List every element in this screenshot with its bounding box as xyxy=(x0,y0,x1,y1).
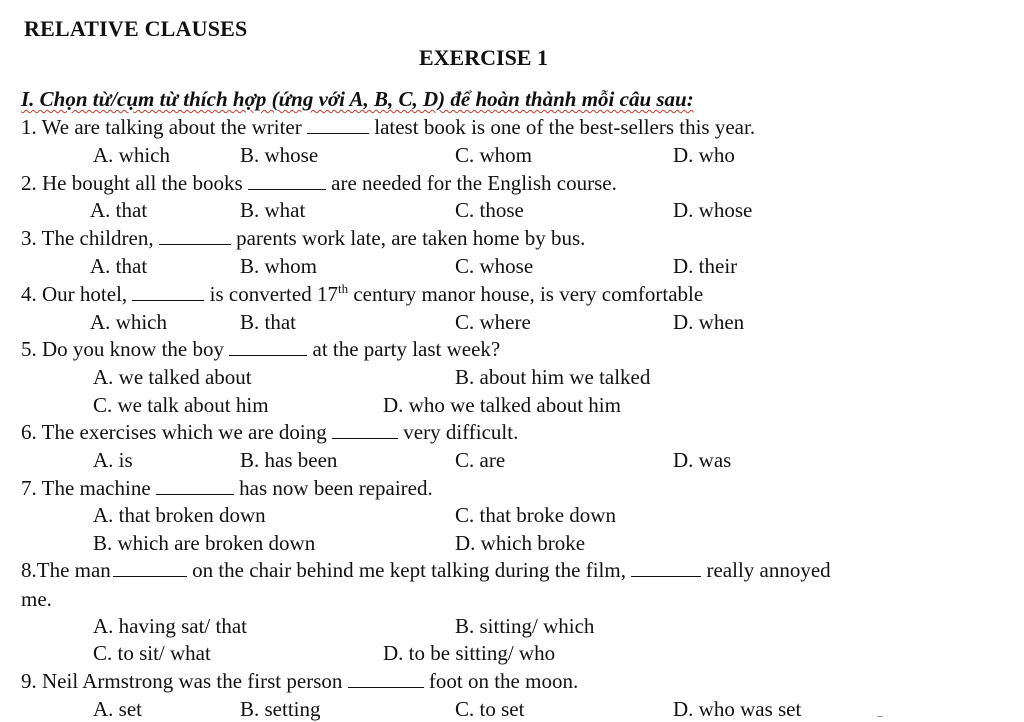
option-c: C. those xyxy=(455,198,524,222)
option-b: B. what xyxy=(240,198,306,222)
question-number: 5. xyxy=(21,337,37,361)
question-3 xyxy=(21,226,585,250)
answer-blank xyxy=(307,115,369,134)
question-stem: We are talking about the writer xyxy=(41,115,302,139)
option-c: C. we talk about him xyxy=(93,393,269,417)
option-d: D. was xyxy=(673,448,732,472)
question-stem: on the chair behind me kept talking during the film, xyxy=(192,558,626,582)
option-a: A. that broken down xyxy=(93,503,266,527)
answer-blank xyxy=(229,337,307,356)
question-stem: really annoyed xyxy=(706,558,831,582)
question-4 xyxy=(21,282,703,306)
option-d: D. whose xyxy=(673,198,753,222)
option-a: A. which xyxy=(93,143,170,167)
answer-blank xyxy=(132,282,204,301)
question-number: 2. xyxy=(21,171,37,195)
option-a: A. that xyxy=(90,198,148,222)
option-c: C. whose xyxy=(455,254,534,278)
option-c: C. where xyxy=(455,310,531,334)
question-stem: is converted 17 xyxy=(209,282,338,306)
question-stem: parents work late, are taken home by bus. xyxy=(236,226,586,250)
question-stem: The man xyxy=(36,558,111,582)
answer-blank xyxy=(113,558,187,577)
option-c: C. are xyxy=(455,448,506,472)
question-8 xyxy=(21,558,831,582)
question-number: 8. xyxy=(21,558,37,582)
answer-blank xyxy=(631,558,701,577)
question-stem: He bought all the books xyxy=(42,171,243,195)
option-c: C. to set xyxy=(455,697,525,721)
option-a: A. set xyxy=(93,697,142,721)
option-b: B. that xyxy=(240,310,296,334)
question-stem: Neil Armstrong was the first person xyxy=(42,669,343,693)
question-6 xyxy=(21,420,518,444)
answer-blank xyxy=(248,171,326,190)
option-d: D. to be sitting/ who xyxy=(383,641,556,665)
option-b: B. which are broken down xyxy=(93,531,316,555)
question-stem: very difficult. xyxy=(403,420,519,444)
question-7 xyxy=(21,476,433,500)
option-d: D. who was set xyxy=(673,697,802,721)
option-d: D. their xyxy=(673,254,738,278)
question-stem: has now been repaired. xyxy=(239,476,433,500)
instruction-line: I. Chọn từ/cụm từ thích hợp (ứng với A, B, C, D) để hoàn thành mỗi câu sau: xyxy=(21,87,694,111)
exercise-heading: EXERCISE 1 xyxy=(419,45,548,70)
edge-mark xyxy=(877,716,883,717)
question-number: 1. xyxy=(21,115,37,139)
question-stem: Our hotel, xyxy=(42,282,128,306)
answer-blank xyxy=(332,420,398,439)
answer-blank xyxy=(159,226,231,245)
question-stem: The exercises which we are doing xyxy=(41,420,327,444)
question-stem: are needed for the English course. xyxy=(331,171,617,195)
option-b: B. whom xyxy=(240,254,318,278)
question-stem: latest book is one of the best-sellers this year. xyxy=(374,115,756,139)
option-b: B. whose xyxy=(240,143,319,167)
question-number: 7. xyxy=(21,476,37,500)
option-b: B. setting xyxy=(240,697,321,721)
question-stem: The machine xyxy=(41,476,151,500)
question-2 xyxy=(21,171,617,195)
option-a: A. that xyxy=(90,254,148,278)
answer-blank xyxy=(348,669,424,688)
option-b: B. sitting/ which xyxy=(455,614,595,638)
option-d: D. which broke xyxy=(455,531,586,555)
option-b: B. has been xyxy=(240,448,338,472)
option-c: C. whom xyxy=(455,143,533,167)
question-stem: at the party last week? xyxy=(312,337,501,361)
question-stem: The children, xyxy=(41,226,154,250)
option-d: D. who xyxy=(673,143,735,167)
document-title: RELATIVE CLAUSES xyxy=(24,16,248,41)
question-stem: foot on the moon. xyxy=(428,669,579,693)
question-number: 4. xyxy=(21,282,37,306)
option-d: D. who we talked about him xyxy=(383,393,621,417)
option-a: A. is xyxy=(93,448,133,472)
question-8-continuation: me. xyxy=(21,587,52,611)
question-1 xyxy=(21,115,755,139)
question-number: 9. xyxy=(21,669,37,693)
answer-blank xyxy=(156,476,234,495)
option-a: A. we talked about xyxy=(93,365,252,389)
option-a: A. which xyxy=(90,310,167,334)
option-a: A. having sat/ that xyxy=(93,614,247,638)
option-b: B. about him we talked xyxy=(455,365,651,389)
question-5 xyxy=(21,337,500,361)
question-number: 3. xyxy=(21,226,37,250)
option-d: D. when xyxy=(673,310,745,334)
option-c: C. that broke down xyxy=(455,503,616,527)
option-c: C. to sit/ what xyxy=(93,641,211,665)
question-stem: century manor house, is very comfortable xyxy=(353,282,704,306)
question-stem: Do you know the boy xyxy=(42,337,224,361)
question-number: 6. xyxy=(21,420,37,444)
ordinal-superscript: th xyxy=(337,281,349,296)
question-9 xyxy=(21,669,578,693)
